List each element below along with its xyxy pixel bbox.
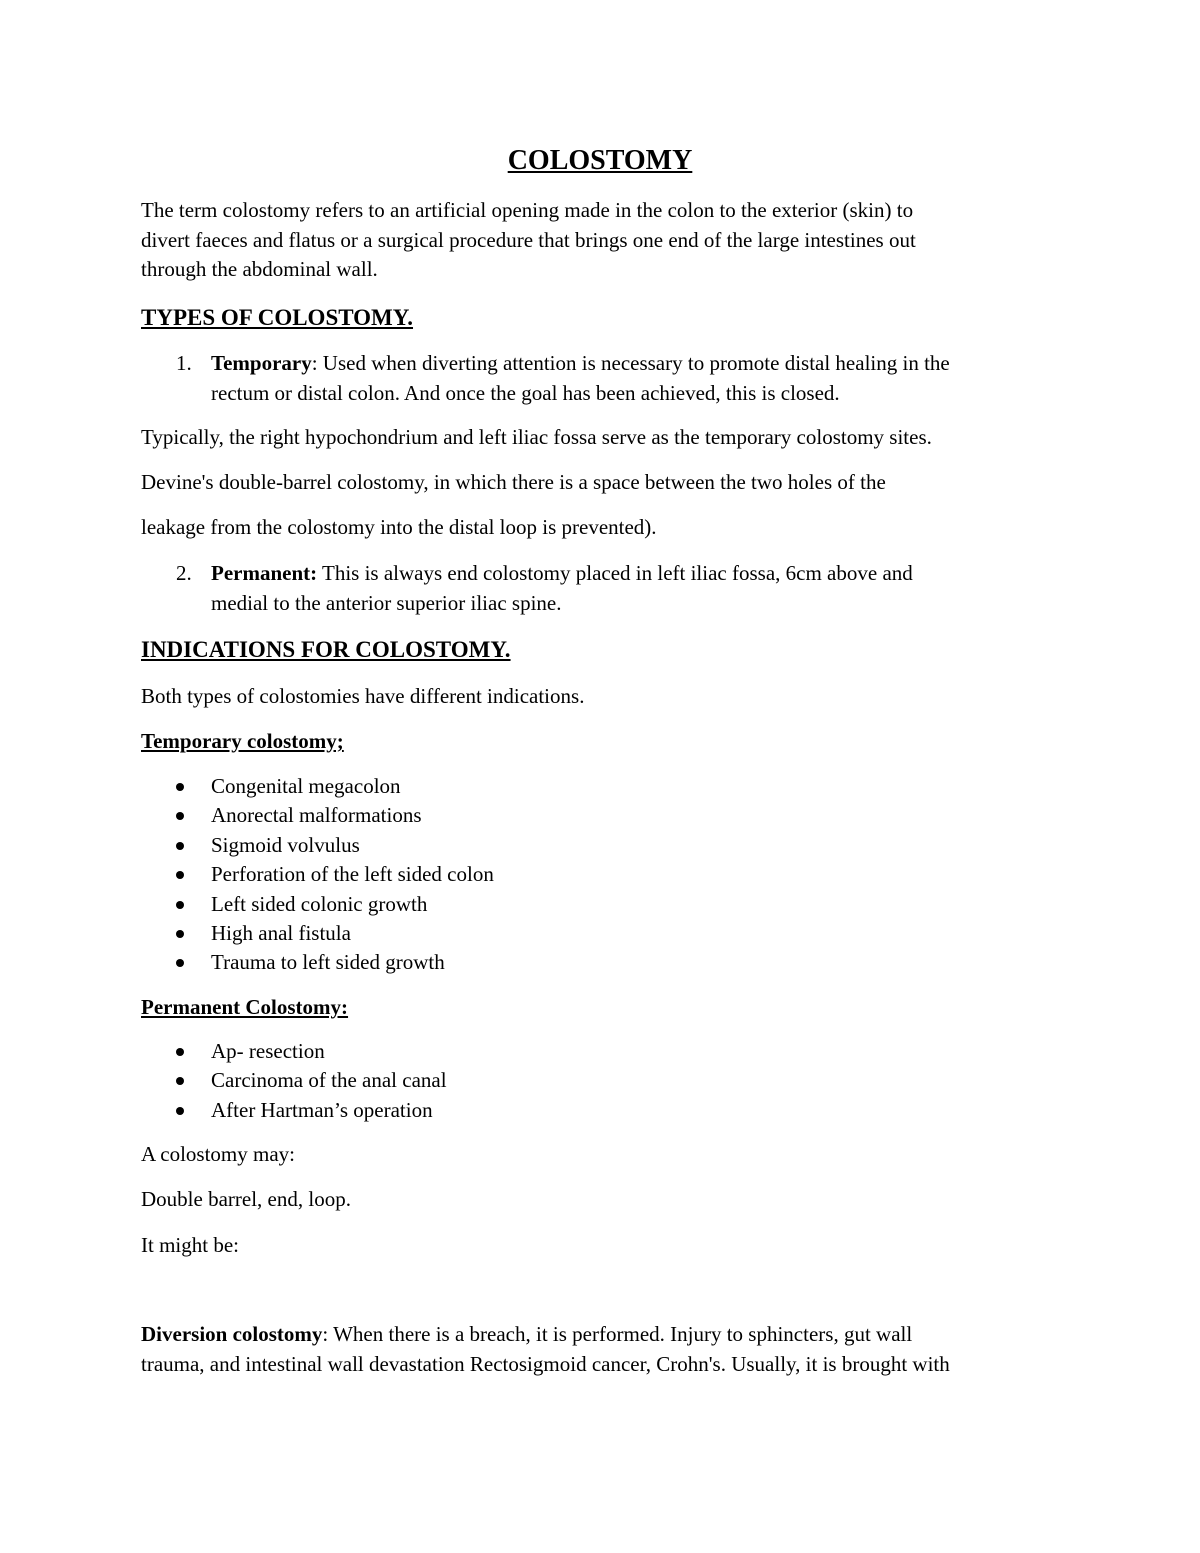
bullet-icon [176, 901, 184, 909]
list-item: High anal fistula [141, 919, 494, 948]
list-item: Trauma to left sided growth [141, 948, 494, 977]
types-heading: TYPES OF COLOSTOMY. [141, 305, 414, 330]
list-item: Ap- resection [141, 1037, 447, 1066]
document-title: COLOSTOMY [507, 145, 693, 176]
type-description: : Used when diverting attention is necessary to promote distal healing in the [311, 351, 950, 375]
diversion-paragraph [141, 1320, 1061, 1379]
bullet-icon [176, 871, 184, 879]
list-number: 1. [176, 351, 192, 375]
bullet-icon [176, 842, 184, 850]
list-item: After Hartman’s operation [141, 1096, 447, 1125]
leakage-paragraph: leakage from the colostomy into the distal loop is prevented). [141, 515, 657, 539]
diversion-term: Diversion colostomy [141, 1322, 323, 1346]
list-item: Perforation of the left sided colon [141, 860, 494, 889]
diversion-description-continued: trauma, and intestinal wall devastation Rectosigmoid cancer, Crohn's. Usually, it is brought with [141, 1351, 950, 1376]
indications-intro: Both types of colostomies have different indications. [141, 684, 585, 708]
intro-line: through the abdominal wall. [141, 257, 378, 281]
type-term: Temporary [211, 351, 312, 375]
bullet-icon [176, 1048, 184, 1056]
bullet-icon [176, 1077, 184, 1085]
list-item: Carcinoma of the anal canal [141, 1066, 447, 1095]
type-term: Permanent: [211, 561, 318, 585]
type-description-continued: medial to the anterior superior iliac spine. [211, 590, 562, 615]
indications-heading: INDICATIONS FOR COLOSTOMY. [141, 637, 511, 662]
permanent-colostomy-heading: Permanent Colostomy: [141, 995, 349, 1019]
temporary-indications-list [141, 772, 494, 978]
permanent-indications-list [141, 1037, 447, 1125]
bullet-icon [176, 930, 184, 938]
type-description-continued: rectum or distal colon. And once the goal has been achieved, this is closed. [211, 380, 840, 405]
bullet-icon [176, 959, 184, 967]
temporary-colostomy-heading: Temporary colostomy; [141, 729, 344, 753]
list-item: Left sided colonic growth [141, 890, 494, 919]
may-paragraph: A colostomy may: [141, 1142, 295, 1166]
bullet-icon [176, 783, 184, 791]
list-item: Congenital megacolon [141, 772, 494, 801]
list-item: Sigmoid volvulus [141, 831, 494, 860]
bullet-icon [176, 1107, 184, 1115]
list-item: Anorectal malformations [141, 801, 494, 830]
intro-line: divert faeces and flatus or a surgical procedure that brings one end of the large intestines out [141, 227, 916, 252]
type-description: This is always end colostomy placed in left iliac fossa, 6cm above and [317, 561, 913, 585]
intro-paragraph [141, 196, 1061, 285]
forms-paragraph: Double barrel, end, loop. [141, 1187, 351, 1211]
devine-paragraph: Devine's double-barrel colostomy, in which there is a space between the two holes of the [141, 470, 886, 494]
list-number: 2. [176, 561, 192, 585]
might-paragraph: It might be: [141, 1233, 239, 1257]
sites-paragraph: Typically, the right hypochondrium and left iliac fossa serve as the temporary colostomy sites. [141, 425, 932, 449]
bullet-icon [176, 812, 184, 820]
diversion-description: : When there is a breach, it is performed. Injury to sphincters, gut wall [322, 1322, 913, 1346]
intro-line: The term colostomy refers to an artificial opening made in the colon to the exterior (skin) to [141, 198, 914, 222]
